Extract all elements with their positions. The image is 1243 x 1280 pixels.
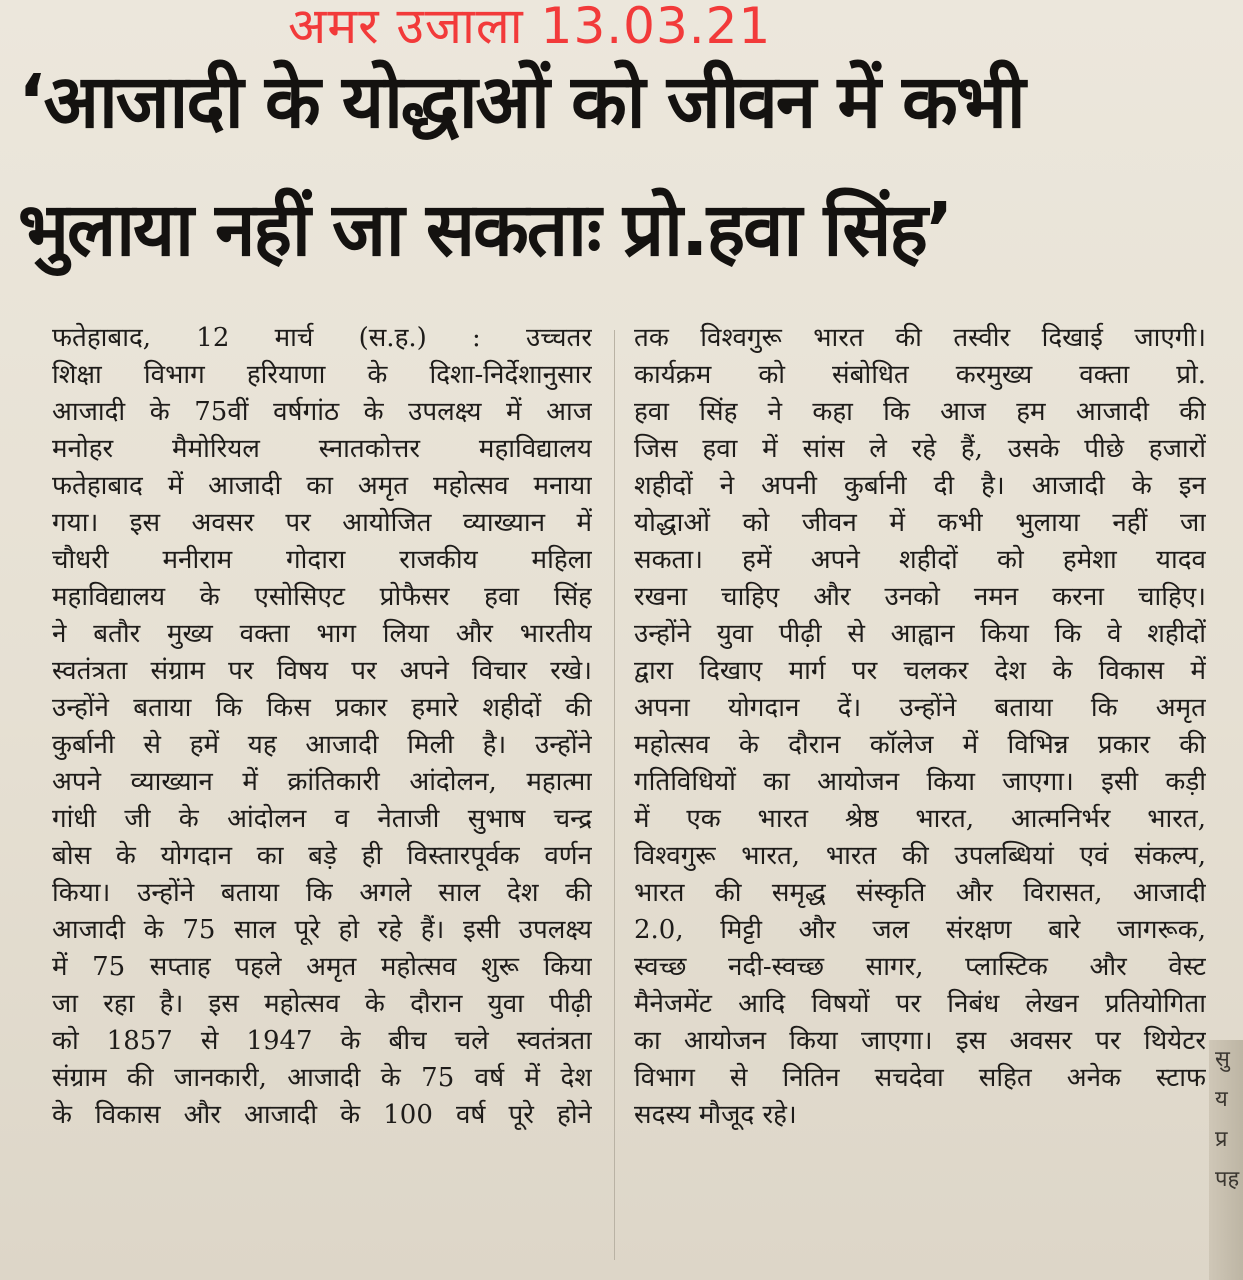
text-line: सकता। हमें अपने शहीदों को हमेशा यादव [634,545,1206,575]
article-column-left [52,320,592,1134]
text-line: मैनेजमेंट आदि विषयों पर निबंध लेखन प्रतियोगिता [634,989,1206,1019]
text-line: गतिविधियों का आयोजन किया जाएगा। इसी कड़ी [634,767,1206,797]
text-line: स्वतंत्रता संग्राम पर विषय पर अपने विचार रखे। [52,656,592,686]
text-line: महाविद्यालय के एसोसिएट प्रोफैसर हवा सिंह [52,582,592,612]
fragment-text: सु [1215,1047,1230,1072]
text-line: फतेहाबाद, 12 मार्च (स.ह.) : उच्चतर [52,323,592,353]
text-line: योद्धाओं को जीवन में कभी भुलाया नहीं जा [634,508,1206,538]
text-line: सदस्य मौजूद रहे। [634,1100,797,1130]
text-line: आजादी के 75वीं वर्षगांठ के उपलक्ष्य में आज [52,397,592,427]
text-line: ने बतौर मुख्य वक्ता भाग लिया और भारतीय [52,619,592,649]
text-line: बोस के योगदान का बड़े ही विस्तारपूर्वक वर्णन [52,841,592,871]
text-line: द्वारा दिखाए मार्ग पर चलकर देश के विकास में [634,656,1206,686]
text-line: कुर्बानी से हमें यह आजादी मिली है। उन्होंने [52,730,592,760]
text-line: 2.0, मिट्टी और जल संरक्षण बारे जागरूक, [634,915,1206,945]
text-line: में एक भारत श्रेष्ठ भारत, आत्मनिर्भर भारत, [634,804,1206,834]
text-line: फतेहाबाद में आजादी का अमृत महोत्सव मनाया [52,471,592,501]
source-date-stamp: अमर उजाला 13.03.21 [288,0,772,55]
headline-line-2: भुलाया नहीं जा सकताः प्रो.हवा सिंह’ [18,187,952,273]
adjacent-article-fragment [1209,1040,1243,1280]
text-line: अपना योगदान दें। उन्होंने बताया कि अमृत [634,693,1206,723]
text-line: चौधरी मनीराम गोदारा राजकीय महिला [52,545,592,575]
fragment-text: प्र [1215,1127,1228,1152]
text-line: गया। इस अवसर पर आयोजित व्याख्यान में [52,508,592,538]
text-line: अपने व्याख्यान में क्रांतिकारी आंदोलन, महात्मा [52,767,592,797]
text-line: रखना चाहिए और उनको नमन करना चाहिए। [634,582,1206,612]
column-divider [614,330,615,1260]
text-line: शहीदों ने अपनी कुर्बानी दी है। आजादी के इन [634,471,1206,501]
text-line: संग्राम की जानकारी, आजादी के 75 वर्ष में देश [52,1063,592,1093]
text-line: को 1857 से 1947 के बीच चले स्वतंत्रता [52,1026,592,1056]
text-line: तक विश्वगुरू भारत की तस्वीर दिखाई जाएगी। [634,323,1206,353]
text-line: जा रहा है। इस महोत्सव के दौरान युवा पीढ़ी [52,989,592,1019]
text-line: किया। उन्होंने बताया कि अगले साल देश की [52,878,592,908]
text-line: के विकास और आजादी के 100 वर्ष पूरे होने [52,1100,592,1130]
text-line: में 75 सप्ताह पहले अमृत महोत्सव शुरू किया [52,952,592,982]
text-line: भारत की समृद्ध संस्कृति और विरासत, आजादी [634,878,1206,908]
text-line: विभाग से नितिन सचदेवा सहित अनेक स्टाफ [634,1063,1206,1093]
fragment-text: य [1215,1087,1228,1112]
text-line: महोत्सव के दौरान कॉलेज में विभिन्न प्रकार की [634,730,1206,760]
text-line: गांधी जी के आंदोलन व नेताजी सुभाष चन्द्र [52,804,592,834]
article-column-right [634,320,1206,1134]
text-line: उन्होंने बताया कि किस प्रकार हमारे शहीदों की [52,693,592,723]
text-line: उन्होंने युवा पीढ़ी से आह्वान किया कि वे शहीदों [634,619,1206,649]
headline-line-1: ‘आजादी के योद्धाओं को जीवन में कभी [18,59,1024,145]
text-line: का आयोजन किया जाएगा। इस अवसर पर थियेटर [634,1026,1206,1056]
text-line: विश्वगुरू भारत, भारत की उपलब्धियां एवं संकल्प, [634,841,1206,871]
text-line: स्वच्छ नदी-स्वच्छ सागर, प्लास्टिक और वेस्ट [634,952,1206,982]
text-line: मनोहर मैमोरियल स्नातकोत्तर महाविद्यालय [52,434,592,464]
text-line: शिक्षा विभाग हरियाणा के दिशा-निर्देशानुसार [52,360,592,390]
text-line: जिस हवा में सांस ले रहे हैं, उसके पीछे हजारों [634,434,1206,464]
text-line: हवा सिंह ने कहा कि आज हम आजादी की [634,397,1206,427]
fragment-text: पह [1215,1167,1240,1192]
text-line: कार्यक्रम को संबोधित करमुख्य वक्ता प्रो. [634,360,1206,390]
text-line: आजादी के 75 साल पूरे हो रहे हैं। इसी उपलक्ष्य [52,915,592,945]
